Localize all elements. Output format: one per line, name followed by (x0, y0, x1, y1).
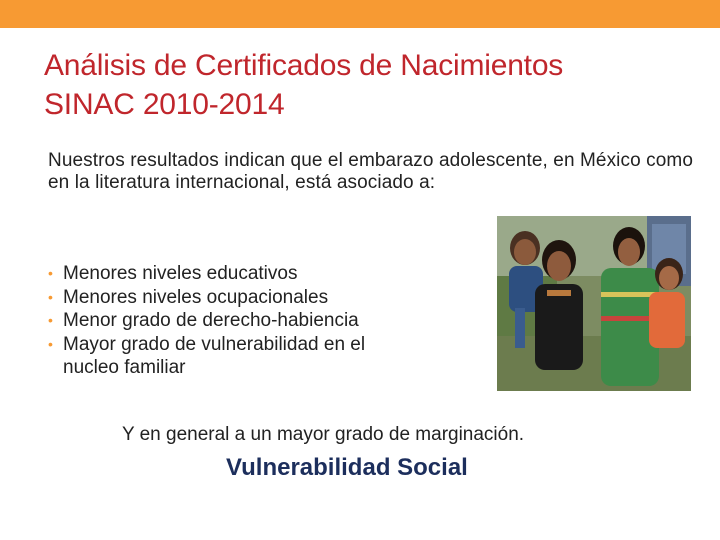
emphasis-heading: Vulnerabilidad Social (226, 454, 468, 481)
bullet-item (48, 333, 488, 380)
title-line-2: SINAC 2010-2014 (44, 88, 285, 121)
findings-list (48, 262, 488, 380)
bullet-dot-icon: • (48, 265, 53, 281)
bullet-text: Menores niveles ocupacionales (63, 286, 329, 308)
bullet-text: Mayor grado de vulnerabilidad en el (63, 333, 366, 355)
bullet-text: Menor grado de derecho-habiencia (63, 310, 359, 331)
bullet-dot-icon: • (48, 288, 53, 305)
children-photo (497, 216, 691, 391)
bullet-continuation: nucleo familiar (63, 357, 186, 378)
bullet-dot-icon: • (48, 312, 53, 328)
closing-statement: Y en general a un mayor grado de marginación. (122, 424, 525, 445)
slide-title (44, 46, 684, 124)
bullet-item (48, 309, 488, 333)
bullet-text: Menores niveles educativos (63, 263, 298, 284)
bullet-item (48, 262, 488, 286)
bullet-item (48, 286, 488, 310)
title-line-1: Análisis de Certificados de Nacimientos (44, 49, 564, 82)
top-accent-bar (0, 0, 720, 28)
intro-paragraph: Nuestros resultados indican que el embarazo adolescente, en México como en la literatura internacional, está asociado a: (48, 150, 694, 193)
bullet-dot-icon: • (48, 335, 53, 352)
